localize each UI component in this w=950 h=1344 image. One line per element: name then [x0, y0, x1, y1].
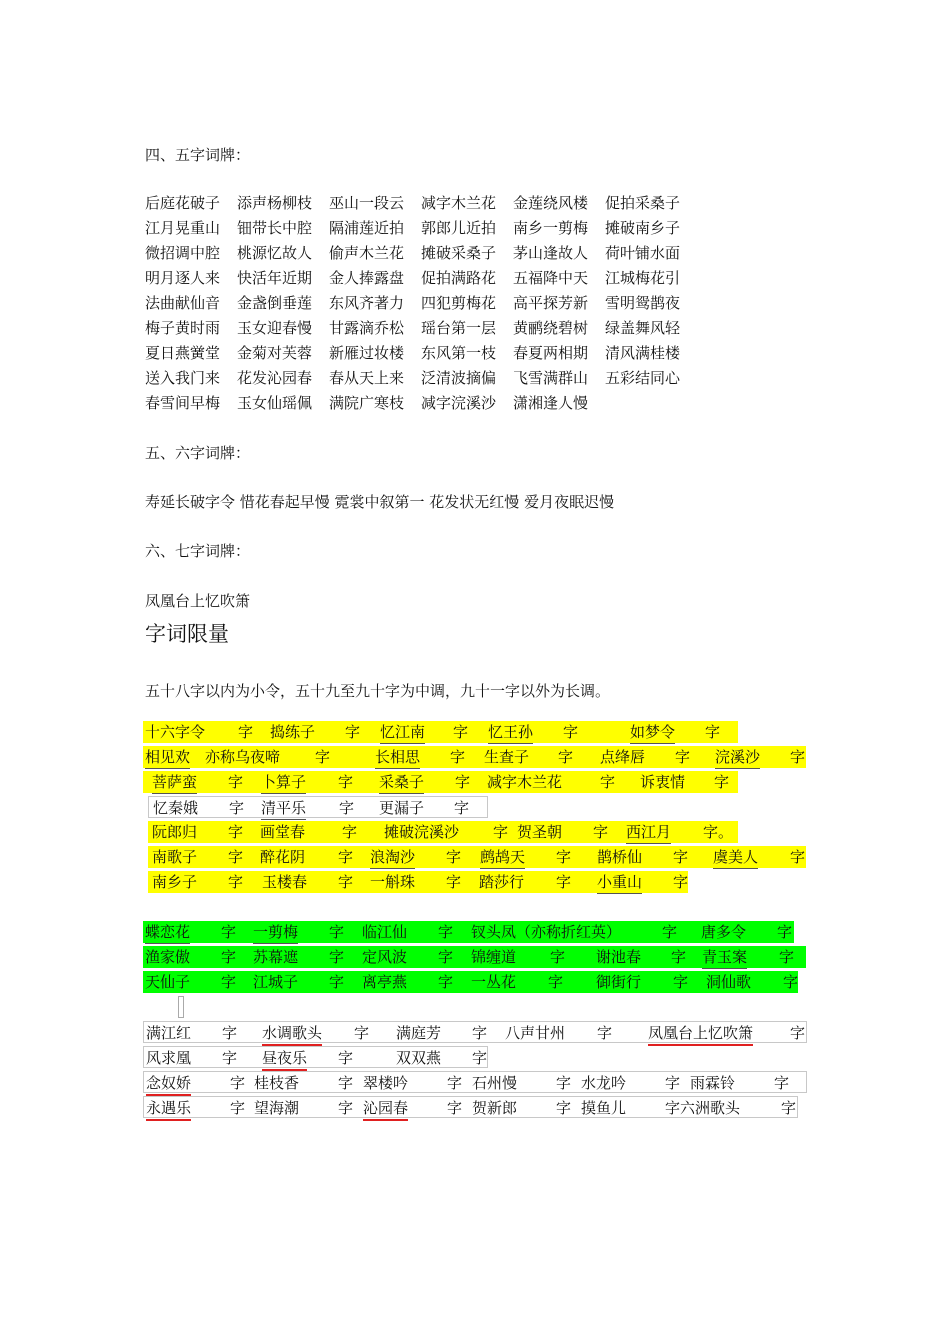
- table-row: [143, 1096, 798, 1118]
- char-count: 字: [600, 773, 616, 791]
- char-count: 字: [342, 823, 358, 841]
- cipai-name: 西江月: [626, 821, 671, 844]
- cipai-item: 微招调中腔: [145, 244, 221, 262]
- cipai-item: 甘露滴乔松: [329, 319, 405, 337]
- cipai-item: 促拍满路花: [421, 269, 497, 287]
- cipai-item: 夏日燕黉堂: [145, 344, 221, 362]
- char-count: 字: [228, 848, 244, 866]
- table-row: [143, 746, 806, 768]
- cipai-item: 江月晃重山: [145, 219, 221, 237]
- cipai-name: 水调歌头: [262, 1022, 322, 1046]
- table-row: [143, 921, 794, 943]
- cipai-item: 五彩结同心: [605, 369, 681, 387]
- cipai-item: 泛清波摘偏: [421, 369, 497, 387]
- cipai-item: 飞雪满群山: [513, 369, 589, 387]
- cipai-name: 渔家傲: [145, 948, 191, 966]
- char-count: 字: [781, 1099, 797, 1117]
- cipai-name: 风求凰: [146, 1049, 192, 1067]
- cipai-name: 画堂春: [260, 823, 306, 841]
- limit-text: 五十八字以内为小令，五十九至九十字为中调，九十一字以外为长调。: [145, 682, 611, 700]
- cipai-name: 离亭燕: [362, 973, 408, 991]
- cipai-item: 摊破采桑子: [421, 244, 497, 262]
- char-count: 字: [790, 848, 806, 866]
- cipai-item: 南乡一剪梅: [513, 219, 589, 237]
- char-count: 字: [556, 848, 572, 866]
- cipai-item: 新雁过妆楼: [329, 344, 405, 362]
- cipai-name: 一斛珠: [370, 873, 416, 891]
- char-count: 字: [556, 1099, 572, 1117]
- limit-title: 字词限量: [145, 622, 229, 646]
- cipai-item: 玉女仙瑶佩: [237, 394, 313, 412]
- char-count: 字: [438, 948, 454, 966]
- char-count: 字: [673, 873, 689, 891]
- cipai-name: 定风波: [362, 948, 408, 966]
- cipai-item: 春雪间早梅: [145, 394, 221, 412]
- cipai-name: 虞美人: [713, 846, 758, 869]
- cipai-name: 满庭芳: [396, 1024, 442, 1042]
- char-count: 字: [556, 1074, 572, 1092]
- cipai-name: 相见欢: [145, 746, 190, 769]
- char-count: 字: [338, 873, 354, 891]
- char-count: 字。: [703, 823, 734, 841]
- char-count: 字: [548, 973, 564, 991]
- cipai-name: 浪淘沙: [370, 846, 415, 869]
- char-count: 字: [230, 1099, 246, 1117]
- char-count: 字: [446, 873, 462, 891]
- char-count: 字: [222, 1049, 238, 1067]
- cipai-item: 荷叶铺水面: [605, 244, 681, 262]
- cipai-name: 小重山: [597, 871, 642, 894]
- cipai-name: 鹧鸪天: [480, 846, 525, 869]
- char-count: 字: [329, 973, 345, 991]
- cipai-name: 天仙子: [145, 973, 191, 991]
- cipai-item: 减字木兰花: [421, 194, 497, 212]
- cipai-name: 钗头凤（亦称折红英）: [471, 923, 622, 941]
- char-count: 字: [563, 723, 579, 741]
- cipai-item: 梅子黄时雨: [145, 319, 221, 337]
- char-count: 字: [238, 723, 254, 741]
- cipai-name: 鹊桥仙: [597, 848, 643, 866]
- cipai-name: 捣练子: [270, 723, 316, 741]
- cipai-item: 桃源忆故人: [237, 244, 313, 262]
- cipai-name: 菩萨蛮: [152, 771, 197, 794]
- cipai-item: 促拍采桑子: [605, 194, 681, 212]
- char-count: 字: [221, 923, 237, 941]
- cipai-name: 满江红: [146, 1024, 192, 1042]
- char-count: 字: [338, 1074, 354, 1092]
- section6-heading: 六、七字词牌：: [145, 542, 251, 560]
- cipai-name: 清平乐: [261, 797, 306, 820]
- char-count: 字: [472, 1049, 488, 1067]
- cipai-item: 送入我门来: [145, 369, 221, 387]
- cipai-item: 潇湘逢人慢: [513, 394, 589, 412]
- char-count: 字: [446, 848, 462, 866]
- cipai-item: 春夏两相期: [513, 344, 589, 362]
- char-count: 字: [315, 748, 331, 766]
- char-count: 字: [228, 873, 244, 891]
- char-count: 字: [338, 1049, 354, 1067]
- cipai-item: 法曲献仙音: [145, 294, 221, 312]
- char-count: 字: [447, 1099, 463, 1117]
- table-row: [148, 846, 806, 868]
- cipai-item: 添声杨柳枝: [237, 194, 313, 212]
- cipai-item: 金人捧露盘: [329, 269, 405, 287]
- char-count: 字: [714, 773, 730, 791]
- table-row: [148, 796, 488, 818]
- cipai-item: 金菊对芙蓉: [237, 344, 313, 362]
- cipai-item: 江城梅花引: [605, 269, 681, 287]
- char-count: 字: [447, 1074, 463, 1092]
- cipai-item: 后庭花破子: [145, 194, 221, 212]
- cipai-name: 摸鱼儿: [581, 1099, 627, 1117]
- cipai-item: 巫山一段云: [329, 194, 405, 212]
- char-count: 字: [453, 723, 469, 741]
- cipai-name: 减字木兰花: [487, 773, 563, 791]
- cipai-item: 金盏倒垂莲: [237, 294, 313, 312]
- cipai-item: 绿盖舞风轻: [605, 319, 681, 337]
- cipai-item: 减字浣溪沙: [421, 394, 497, 412]
- cipai-name: 忆江南: [380, 721, 425, 744]
- char-count: 字: [673, 973, 689, 991]
- cipai-name: 雨霖铃: [690, 1074, 736, 1092]
- char-count: 字: [329, 923, 345, 941]
- char-count: 字: [783, 973, 799, 991]
- cipai-name: 更漏子: [379, 799, 425, 817]
- cipai-name: 浣溪沙: [715, 746, 760, 769]
- char-count: 字: [774, 1074, 790, 1092]
- char-count: 字: [550, 948, 566, 966]
- cipai-name: 诉衷情: [640, 773, 686, 791]
- cipai-name: 江城子: [253, 973, 299, 991]
- char-count: 字: [338, 1099, 354, 1117]
- cipai-item: 快活年近期: [237, 269, 313, 287]
- cipai-name: 昼夜乐: [262, 1047, 307, 1071]
- cipai-item: 隔浦莲近拍: [329, 219, 405, 237]
- cipai-name: 苏幕遮: [253, 948, 299, 966]
- cipai-name: 踏莎行: [479, 873, 525, 891]
- cipai-name: 谢池春: [596, 948, 642, 966]
- char-count: 字: [230, 1074, 246, 1092]
- six-char-list: 寿延长破字令 惜花春起早慢 霓裳中叙第一 花发状无红慢 爱月夜眠迟慢: [145, 493, 615, 511]
- cipai-item: 摊破南乡子: [605, 219, 681, 237]
- cipai-name: 桂枝香: [254, 1074, 300, 1092]
- section4-heading: 四、五字词牌：: [145, 146, 251, 164]
- cipai-name: 临江仙: [362, 923, 408, 941]
- table-row: [143, 971, 798, 993]
- cipai-item: 满院广寒枝: [329, 394, 405, 412]
- char-count: 字: [221, 973, 237, 991]
- cipai-item: 黄鹂绕碧树: [513, 319, 589, 337]
- cipai-name: 凤凰台上忆吹箫: [648, 1022, 753, 1046]
- seven-char-list: 凤凰台上忆吹箫: [145, 592, 251, 610]
- section5-heading: 五、六字词牌：: [145, 444, 251, 462]
- table-row: [148, 821, 738, 843]
- cipai-name: 点绛唇: [600, 748, 646, 766]
- cipai-name: 阮郎归: [152, 823, 198, 841]
- cipai-name: 如梦令: [630, 721, 675, 744]
- char-count: 字: [450, 748, 466, 766]
- cipai-name: 一丛花: [471, 973, 517, 991]
- cipai-name: 水龙吟: [581, 1074, 627, 1092]
- cipai-item: 玉女迎春慢: [237, 319, 313, 337]
- cipai-item: 郭郎儿近拍: [421, 219, 497, 237]
- table-row: [143, 721, 738, 743]
- char-count: 字: [339, 799, 355, 817]
- char-count: 字: [705, 723, 721, 741]
- char-count: 字: [345, 723, 361, 741]
- cipai-name: 念奴娇: [146, 1072, 191, 1096]
- cipai-item: 明月逐人来: [145, 269, 221, 287]
- char-count: 字: [790, 748, 806, 766]
- cipai-name: 忆秦娥: [153, 799, 199, 817]
- text-cursor: [178, 996, 184, 1018]
- cipai-name: 御街行: [596, 973, 642, 991]
- cipai-item: 东风第一枝: [421, 344, 497, 362]
- cipai-name: 十六字令: [145, 723, 206, 741]
- cipai-name: 玉楼春: [262, 873, 308, 891]
- char-count: 字: [455, 773, 471, 791]
- cipai-name: 南歌子: [152, 848, 198, 866]
- char-count: 字: [229, 799, 245, 817]
- cipai-name: 南乡子: [152, 873, 198, 891]
- cipai-name: 贺圣朝: [517, 823, 563, 841]
- char-count: 字六洲歌头: [665, 1099, 741, 1117]
- cipai-name: 永遇乐: [146, 1097, 191, 1121]
- cipai-name: 望海潮: [254, 1099, 300, 1117]
- char-count: 字: [338, 773, 354, 791]
- cipai-name: 唐多令: [701, 923, 747, 941]
- table-row: [148, 871, 688, 893]
- table-row: [143, 1046, 488, 1068]
- char-count: 字: [790, 1024, 806, 1042]
- cipai-item: 东风齐著力: [329, 294, 405, 312]
- char-count: 字: [673, 848, 689, 866]
- five-char-list: [145, 192, 697, 414]
- cipai-item: 偷声木兰花: [329, 244, 405, 262]
- char-count: 字: [593, 823, 609, 841]
- cipai-name: 青玉案: [702, 946, 747, 969]
- char-count: 字: [472, 1024, 488, 1042]
- cipai-item: 茅山逢故人: [513, 244, 589, 262]
- char-count: 字: [354, 1024, 370, 1042]
- cipai-item: 雪明鸳鹊夜: [605, 294, 681, 312]
- cipai-name: 醉花阴: [260, 848, 306, 866]
- char-count: 字: [454, 799, 470, 817]
- char-count: 字: [338, 848, 354, 866]
- cipai-name: 长相思: [375, 746, 420, 769]
- char-count: 字: [556, 873, 572, 891]
- cipai-item: 五福降中天: [513, 269, 589, 287]
- cipai-name: 卜算子: [261, 771, 306, 794]
- char-count: 字: [558, 748, 574, 766]
- char-count: 字: [222, 1024, 238, 1042]
- cipai-item: 春从天上来: [329, 369, 405, 387]
- cipai-item: 清风满桂楼: [605, 344, 681, 362]
- cipai-name: 翠楼吟: [363, 1074, 409, 1092]
- cipai-item: 四犯剪梅花: [421, 294, 497, 312]
- char-count: 字: [329, 948, 345, 966]
- cipai-item: 高平探芳新: [513, 294, 589, 312]
- char-count: 字: [438, 923, 454, 941]
- cipai-name: 采桑子: [379, 771, 424, 794]
- char-count: 字: [671, 948, 687, 966]
- cipai-name: 沁园春: [363, 1097, 408, 1121]
- cipai-name: 贺新郎: [472, 1099, 518, 1117]
- cipai-name: 蝶恋花: [145, 921, 190, 944]
- char-count: 字: [665, 1074, 681, 1092]
- cipai-item: 金莲绕风楼: [513, 194, 589, 212]
- cipai-name: 一剪梅: [253, 921, 298, 944]
- char-count: 字: [662, 923, 678, 941]
- cipai-name: 锦缠道: [471, 948, 517, 966]
- cipai-name: 石州慢: [472, 1074, 518, 1092]
- char-count: 字: [228, 823, 244, 841]
- cipai-item: 花发沁园春: [237, 369, 313, 387]
- cipai-alias: 亦称乌夜啼: [205, 748, 281, 766]
- cipai-name: 忆王孙: [488, 721, 533, 744]
- table-row: [143, 1021, 807, 1043]
- char-count: 字: [228, 773, 244, 791]
- table-row: [143, 946, 806, 968]
- table-row: [143, 771, 738, 793]
- char-count: 字: [221, 948, 237, 966]
- char-count: 字: [779, 948, 795, 966]
- cipai-name: 洞仙歌: [706, 973, 752, 991]
- cipai-name: 八声甘州: [505, 1024, 566, 1042]
- cipai-item: 钿带长中腔: [237, 219, 313, 237]
- table-row: [143, 1071, 807, 1093]
- char-count: 字: [438, 973, 454, 991]
- cipai-item: 瑶台第一层: [421, 319, 497, 337]
- cipai-name: 摊破浣溪沙: [384, 823, 460, 841]
- char-count: 字: [597, 1024, 613, 1042]
- char-count: 字: [777, 923, 793, 941]
- cipai-name: 生查子: [484, 748, 530, 766]
- char-count: 字: [675, 748, 691, 766]
- cipai-name: 双双燕: [396, 1049, 442, 1067]
- char-count: 字: [493, 823, 509, 841]
